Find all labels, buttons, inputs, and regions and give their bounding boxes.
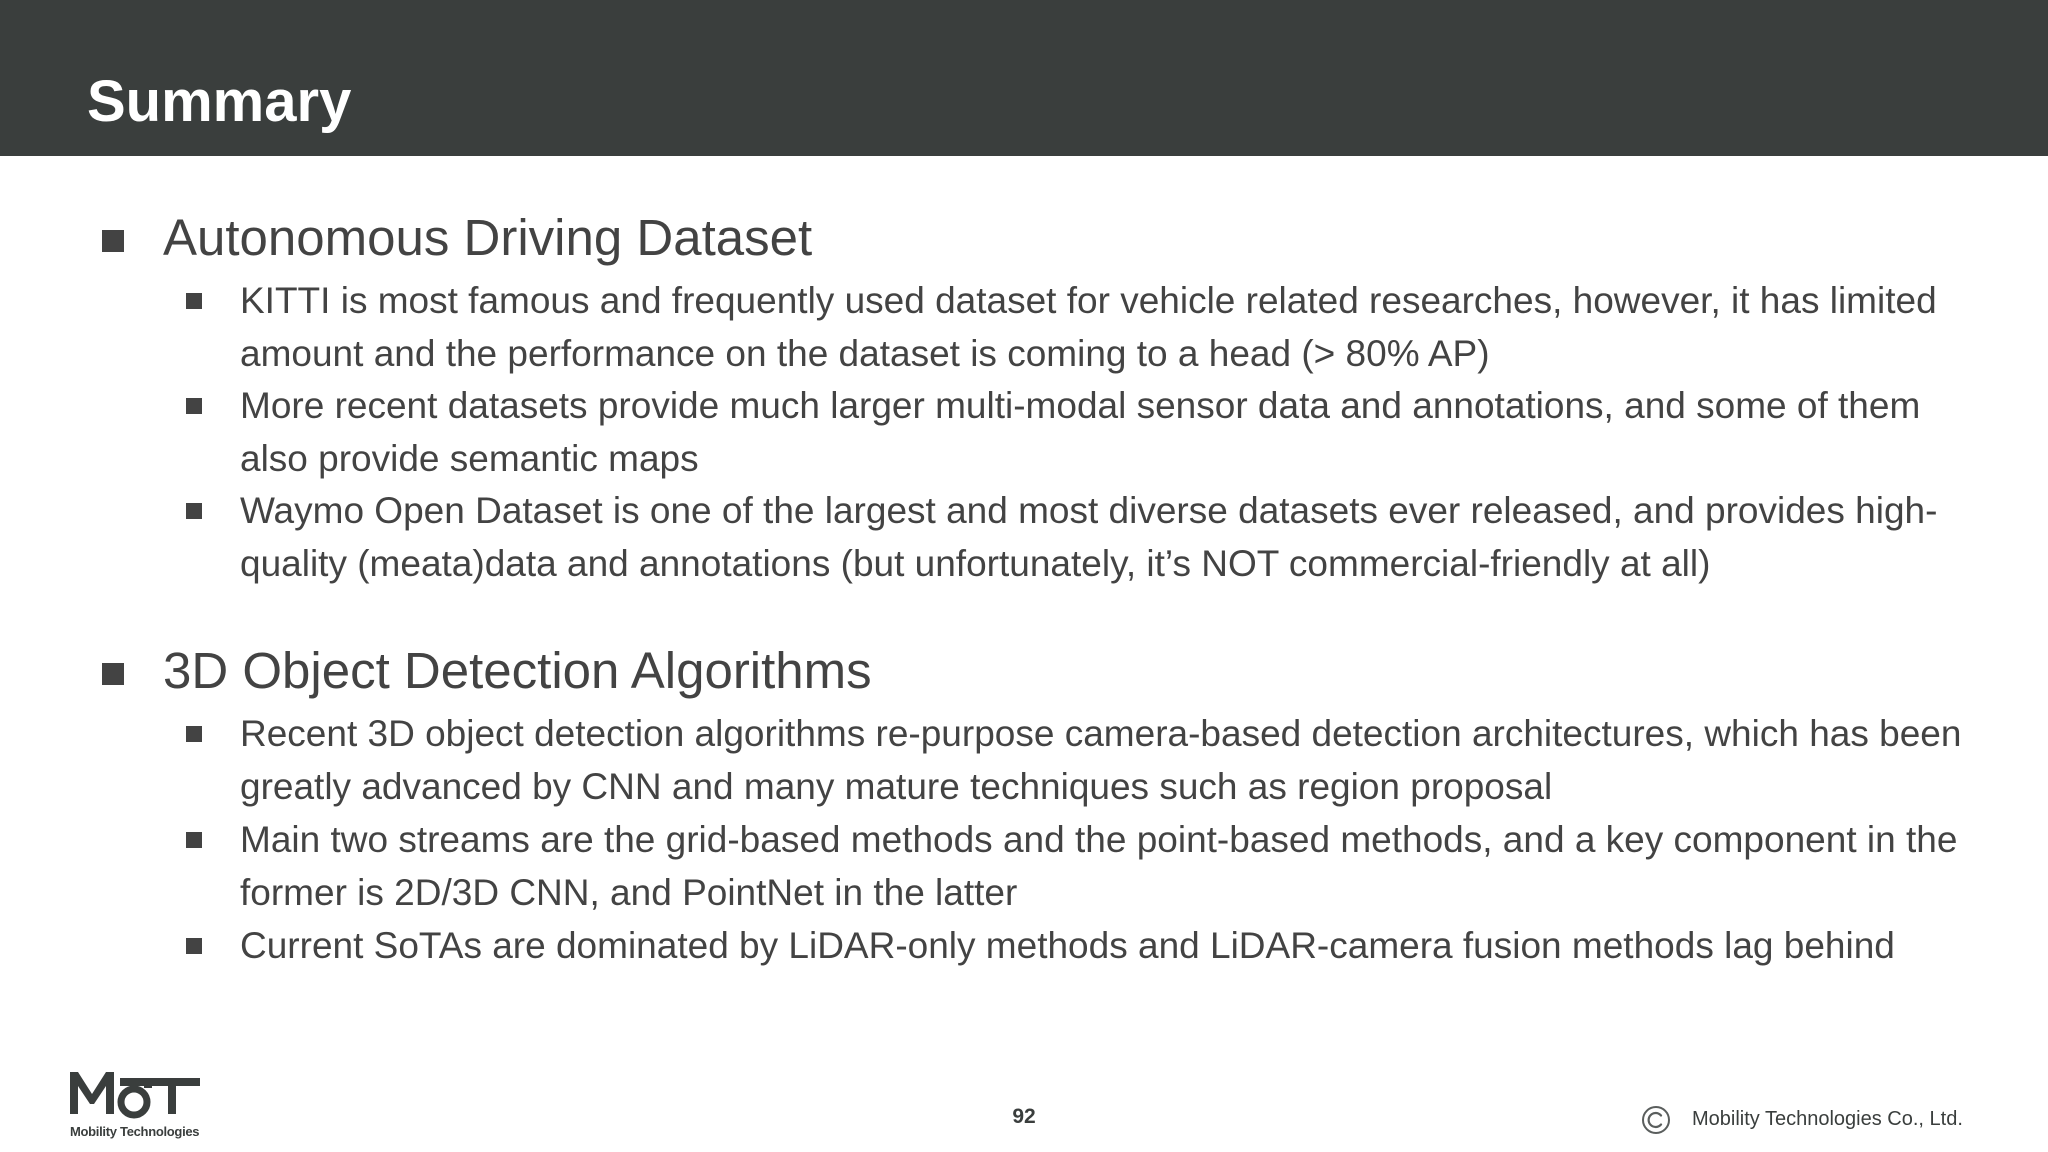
- section-heading: [0, 641, 2048, 701]
- section-title: Autonomous Driving Dataset: [163, 209, 813, 266]
- mot-logo-icon: [68, 1064, 204, 1122]
- list-item-text: Recent 3D object detection algorithms re-purpose camera-based detection architectures, which has been greatly advanced by CNN and many mature techniques such as region proposal: [240, 713, 1962, 807]
- list-item-text: Current SoTAs are dominated by LiDAR-only methods and LiDAR-camera fusion methods lag behind: [240, 925, 1895, 966]
- list-item-text: More recent datasets provide much larger multi-modal sensor data and annotations, and some of them also provide semantic maps: [240, 385, 1921, 479]
- square-bullet-icon: [186, 726, 202, 742]
- slide-header: [0, 0, 2048, 156]
- square-bullet-icon: [186, 832, 202, 848]
- list-item-text: Waymo Open Dataset is one of the largest and most diverse datasets ever released, and provides high-quality (meata)data and annotations (but unfortunately, it’s NOT commercial-friendly at all): [240, 490, 1938, 584]
- slide-title: Summary: [87, 69, 352, 134]
- section-heading: [0, 208, 2048, 268]
- list-item-text: Main two streams are the grid-based methods and the point-based methods, and a key component in the former is 2D/3D CNN, and PointNet in the latter: [240, 819, 1958, 913]
- square-bullet-icon: [186, 503, 202, 519]
- copyright-text: Mobility Technologies Co., Ltd.: [1692, 1108, 1963, 1130]
- list-item-text: KITTI is most famous and frequently used dataset for vehicle related researches, however, it has limited amount and the performance on the dataset is coming to a head (> 80% AP): [240, 280, 1937, 374]
- copyright-icon: [1640, 1104, 1672, 1136]
- square-bullet-icon: [186, 938, 202, 954]
- square-bullet-icon: [102, 230, 124, 252]
- company-logo: [68, 1064, 204, 1144]
- square-bullet-icon: [186, 293, 202, 309]
- square-bullet-icon: [186, 398, 202, 414]
- page-number: 92: [1012, 1105, 1036, 1128]
- square-bullet-icon: [102, 663, 124, 685]
- logo-text: Mobility Technologies: [70, 1124, 200, 1139]
- section-title: 3D Object Detection Algorithms: [163, 642, 872, 699]
